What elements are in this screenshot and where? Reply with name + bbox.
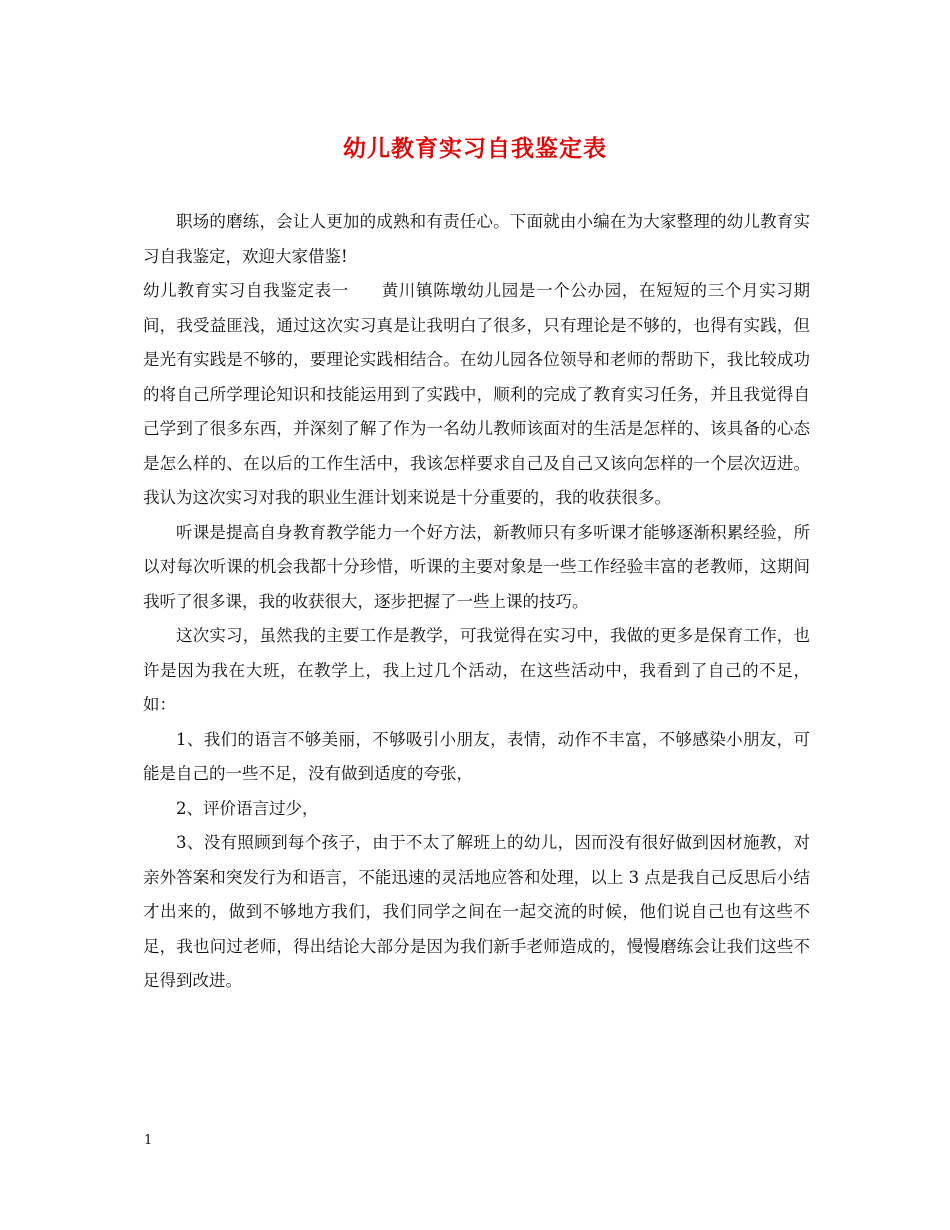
list-item-1: 1、我们的语言不够美丽，不够吸引小朋友，表情，动作不丰富，不够感染小朋友，可能是自己的一些不足，没有做到适度的夸张， [143, 729, 810, 783]
document-body [143, 205, 810, 999]
body-paragraph-listening: 听课是提高自身教育教学能力一个好方法，新教师只有多听课才能够逐渐积累经验，所以对每次听课的机会我都十分珍惜，听课的主要对象是一些工作经验丰富的老教师，这期间我听了很多课，我的收获很大，逐步把握了一些上课的技巧。 [143, 522, 810, 611]
page-number: 1 [144, 1133, 153, 1148]
list-item-3: 3、没有照顾到每个孩子，由于不太了解班上的幼儿，因而没有很好做到因材施教，对亲外答案和突发行为和语言，不能迅速的灵活地应答和处理，以上 3 点是我自己反思后小结才出来的，做到不够地方我们，我们同学之间在一起交流的时候，他们说自己也有这些不足，我也问过老师，得出结论大部分是因为我们新手老师造成的，慢慢磨练会让我们这些不足得到改进。 [143, 833, 810, 990]
section-paragraph [143, 274, 810, 516]
intro-paragraph: 职场的磨练，会让人更加的成熟和有责任心。下面就由小编在为大家整理的幼儿教育实习自我鉴定，欢迎大家借鉴! [143, 212, 810, 266]
section-first-text: 黄川镇陈墩幼儿园是一个公办园，在短短的三个月实习期间，我受益匪浅，通过这次实习真是让我明白了很多，只有理论是不够的，也得有实践，但是光有实践是不够的，要理论实践相结合。在幼儿园各位领导和老师的帮助下，我比较成功的将自己所学理论知识和技能运用到了实践中，顺利的完成了教育实习任务，并且我觉得自己学到了很多东西，并深刻了解了作为一名幼儿教师该面对的生活是怎样的、该具备的心态是怎么样的、在以后的工作生活中，我该怎样要求自己及自己又该向怎样的一个层次迈进。我认为这次实习对我的职业生涯计划来说是十分重要的，我的收获很多。 [143, 281, 811, 507]
body-paragraph-internship: 这次实习，虽然我的主要工作是教学，可我觉得在实习中，我做的更多是保育工作，也许是因为我在大班，在教学上，我上过几个活动，在这些活动中，我看到了自己的不足，如： [143, 626, 810, 714]
list-item-2: 2、评价语言过少， [176, 798, 319, 818]
section-heading: 幼儿教育实习自我鉴定表一 [143, 281, 349, 300]
document-title: 幼儿教育实习自我鉴定表 [343, 135, 607, 162]
